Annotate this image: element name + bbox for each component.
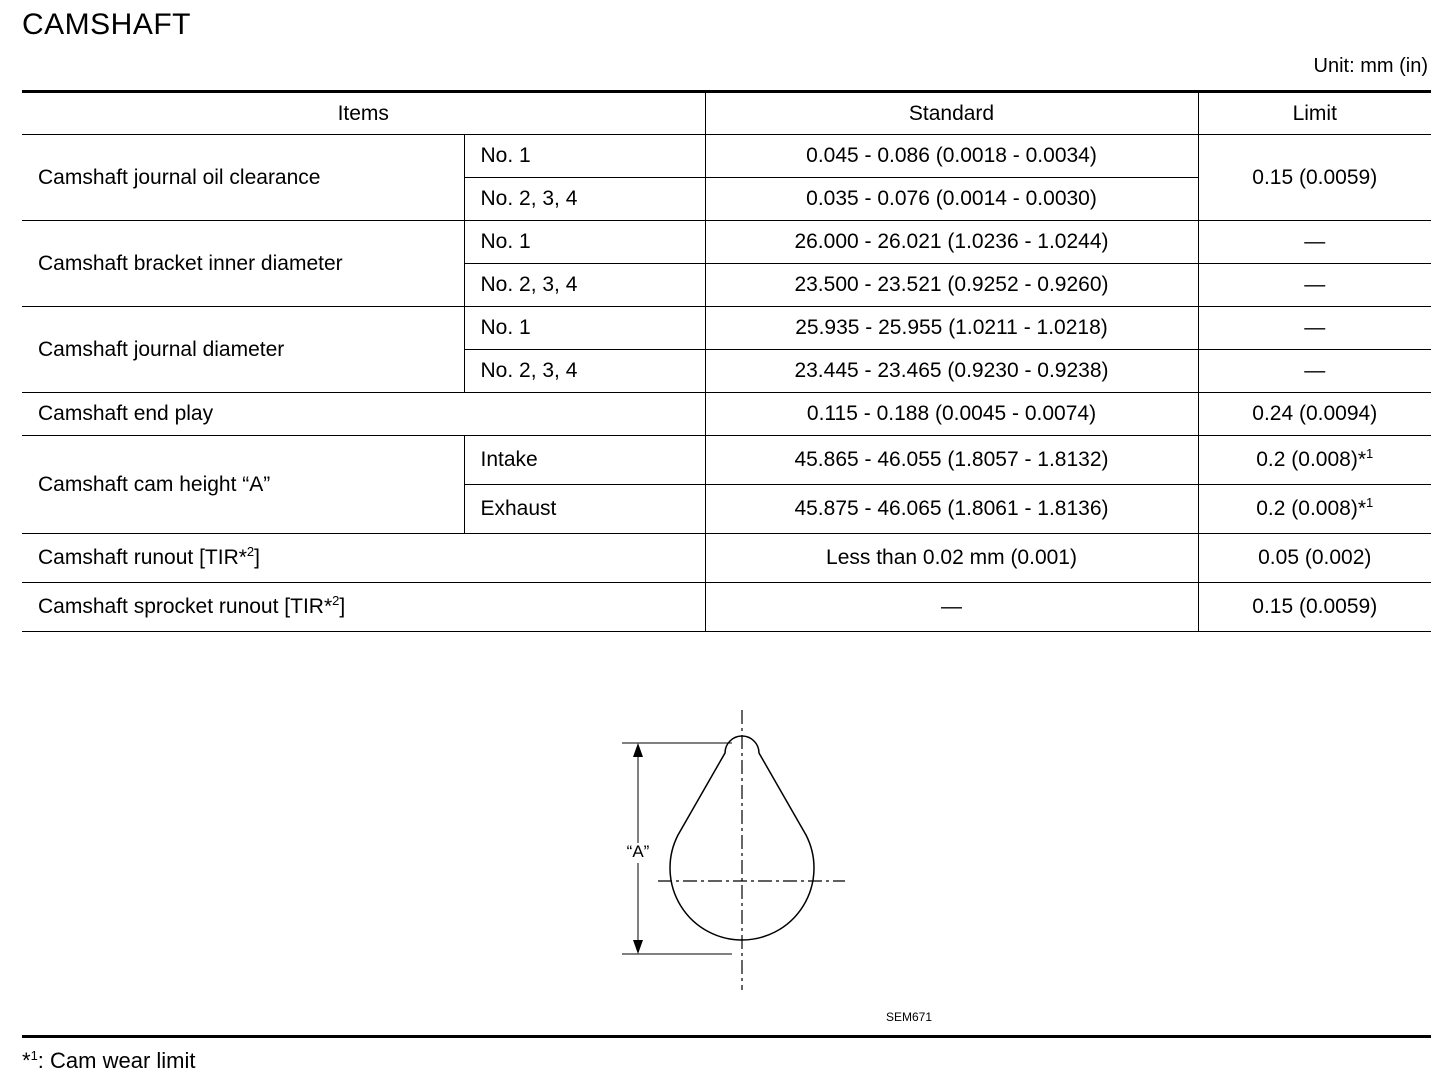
arrow-down-icon [633,940,643,954]
sub-item: No. 2, 3, 4 [464,178,705,221]
table-row [22,221,1431,264]
table-header-row [22,92,1431,135]
item-label: Camshaft bracket inner diameter [22,221,464,307]
standard-value: 0.035 - 0.076 (0.0014 - 0.0030) [705,178,1198,221]
standard-value: 45.865 - 46.055 (1.8057 - 1.8132) [705,436,1198,485]
header-items: Items [22,92,705,135]
standard-value: 23.445 - 23.465 (0.9230 - 0.9238) [705,350,1198,393]
table-row [22,307,1431,350]
limit-value: — [1198,264,1431,307]
limit-value: — [1198,221,1431,264]
standard-value: 26.000 - 26.021 (1.0236 - 1.0244) [705,221,1198,264]
sub-item: No. 2, 3, 4 [464,264,705,307]
camshaft-spec-table [22,90,1431,632]
dimension-label: “A” [626,842,650,861]
item-label: Camshaft end play [22,393,705,436]
page-title: CAMSHAFT [22,8,191,41]
limit-value: 0.05 (0.002) [1198,534,1431,583]
limit-value: — [1198,350,1431,393]
standard-value: 25.935 - 25.955 (1.0211 - 1.0218) [705,307,1198,350]
item-label: Camshaft sprocket runout [TIR*$^2$] [22,583,705,632]
item-label: Camshaft journal oil clearance [22,135,464,221]
item-label: Camshaft journal diameter [22,307,464,393]
limit-value: 0.15 (0.0059) [1198,135,1431,221]
limit-value: 0.2 (0.008)*$^1$ [1198,485,1431,534]
table-row [22,436,1431,485]
footnote: *$^1$: Cam wear limit [22,1048,196,1073]
table-row [22,135,1431,178]
arrow-up-icon [633,743,643,757]
item-label: Camshaft cam height “A” [22,436,464,534]
unit-label: Unit: mm (in) [1313,55,1428,77]
standard-value: Less than 0.02 mm (0.001) [705,534,1198,583]
standard-value: 23.500 - 23.521 (0.9252 - 0.9260) [705,264,1198,307]
sub-item: No. 2, 3, 4 [464,350,705,393]
standard-value: 0.115 - 0.188 (0.0045 - 0.0074) [705,393,1198,436]
sub-item: Exhaust [464,485,705,534]
limit-value: 0.24 (0.0094) [1198,393,1431,436]
limit-value: 0.15 (0.0059) [1198,583,1431,632]
standard-value: 45.875 - 46.065 (1.8061 - 1.8136) [705,485,1198,534]
bottom-divider [22,1035,1431,1038]
header-limit: Limit [1198,92,1431,135]
limit-value: — [1198,307,1431,350]
sub-item: No. 1 [464,307,705,350]
standard-value: — [705,583,1198,632]
header-standard: Standard [705,92,1198,135]
table-row [22,583,1431,632]
item-label: Camshaft runout [TIR*$^2$] [22,534,705,583]
sub-item: Intake [464,436,705,485]
table-row [22,393,1431,436]
sub-item: No. 1 [464,221,705,264]
cam-height-diagram [610,705,860,995]
limit-value: 0.2 (0.008)*$^1$ [1198,436,1431,485]
figure-code: SEM671 [886,1010,933,1024]
standard-value: 0.045 - 0.086 (0.0018 - 0.0034) [705,135,1198,178]
table-row [22,534,1431,583]
sub-item: No. 1 [464,135,705,178]
